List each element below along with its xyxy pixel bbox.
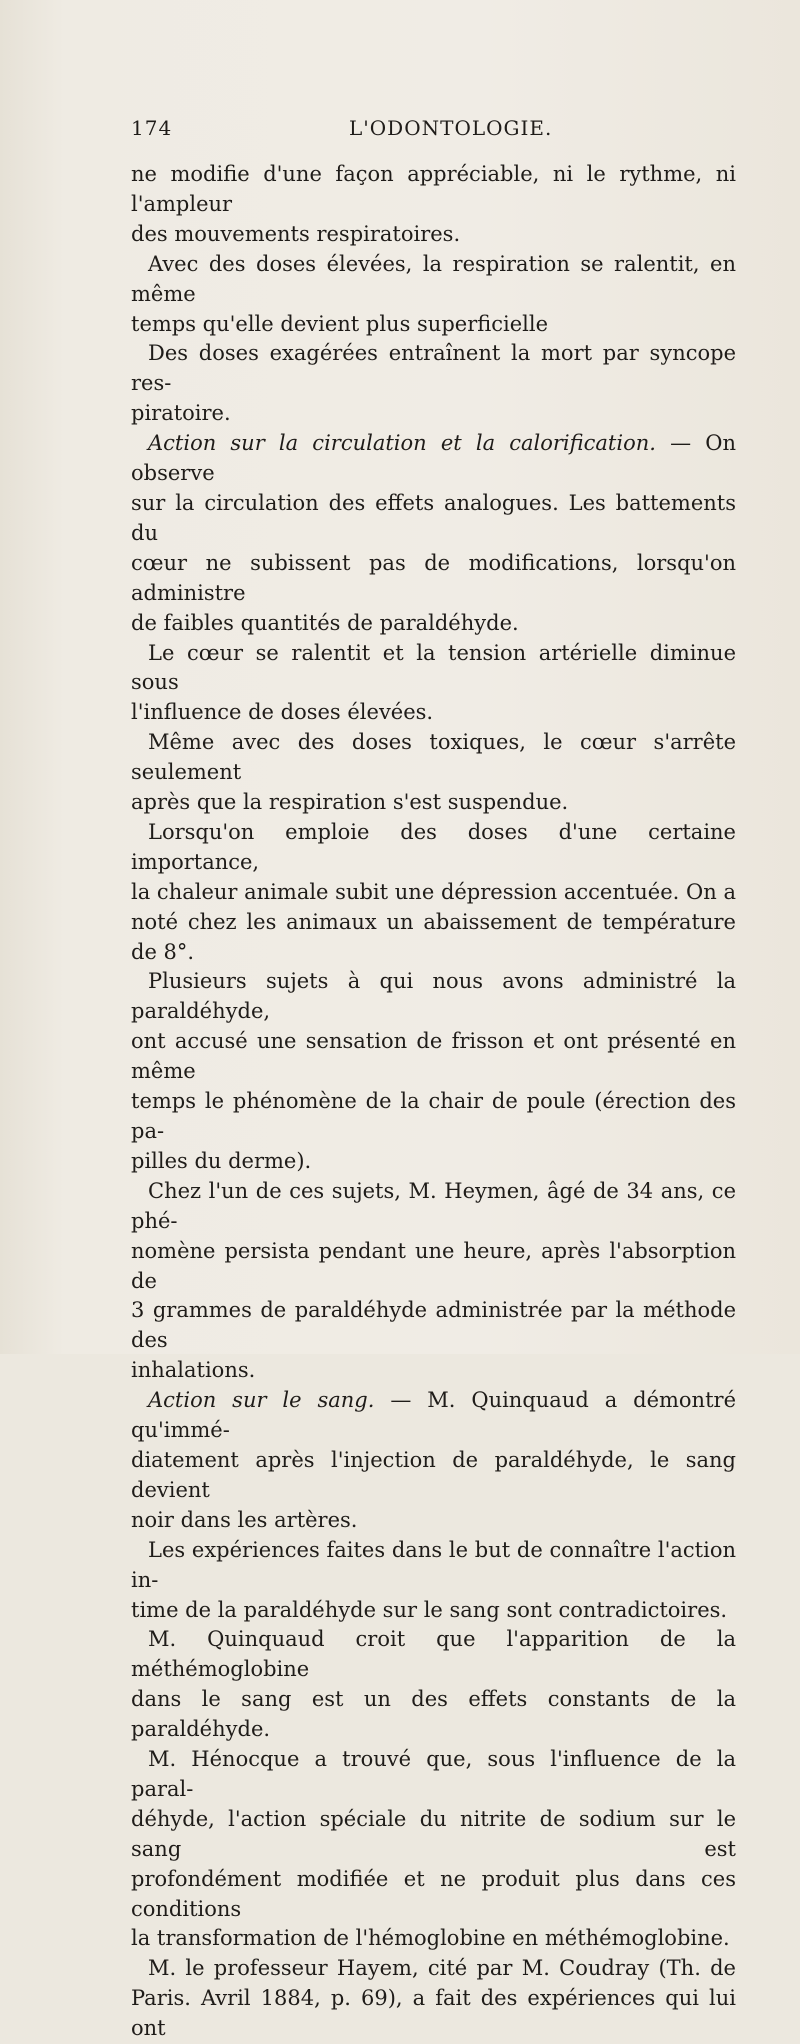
text-line <box>131 1237 736 1297</box>
line-text: 3 grammes de paraldéhyde administrée par la méthode des <box>131 1298 736 1353</box>
text-line <box>131 908 736 968</box>
text-line <box>131 1865 736 1925</box>
text-line <box>131 339 736 399</box>
paragraph <box>131 1745 736 1954</box>
text-line <box>131 1087 736 1147</box>
line-text: sur la circulation des effets analogues. Les battements du <box>131 490 736 545</box>
text-line <box>131 609 736 639</box>
running-title: L'ODONTOLOGIE. <box>349 116 553 140</box>
line-text: temps le phénomène de la chair de poule (érection des pa- <box>131 1089 736 1143</box>
line-text: temps qu'elle devient plus superficielle <box>131 311 549 336</box>
text-line <box>131 1027 736 1087</box>
text-line <box>131 878 736 908</box>
text-line <box>131 1625 736 1685</box>
line-text: — On observe <box>131 431 736 486</box>
line-text: Des doses exagérées entraînent la mort par syncope res- <box>131 341 736 396</box>
paragraph <box>131 429 736 638</box>
line-text: pilles du derme). <box>131 1148 312 1173</box>
line-text: Les expériences faites dans le but de connaître l'action in- <box>131 1537 736 1592</box>
text-line <box>131 1924 736 1954</box>
text-line <box>131 788 736 818</box>
text-line <box>131 1147 736 1177</box>
line-text: la chaleur animale subit une dépression accentuée. On a <box>131 879 736 904</box>
text-line <box>131 1685 736 1745</box>
text-line <box>131 967 736 1027</box>
line-text: cœur ne subissent pas de modifications, lorsqu'on administre <box>131 550 736 605</box>
text-line <box>131 1954 736 1984</box>
paragraph <box>131 818 736 968</box>
line-text: Chez l'un de ces sujets, M. Heymen, âgé de 34 ans, ce phé- <box>131 1178 736 1233</box>
text-line <box>131 250 736 310</box>
paragraph <box>131 1954 736 2044</box>
paragraph <box>131 728 736 818</box>
line-text: ont accusé une sensation de frisson et ont présenté en même <box>131 1029 736 1084</box>
paragraph <box>131 250 736 340</box>
line-text: des mouvements respiratoires. <box>131 221 461 246</box>
line-text: de faibles quantités de paraldéhyde. <box>131 610 519 635</box>
line-text: profondément modifiée et ne produit plus dans ces conditions <box>131 1866 736 1921</box>
text-line <box>131 1386 736 1446</box>
line-text: M. Quinquaud croit que l'apparition de la méthémoglobine <box>131 1627 736 1682</box>
text-line <box>131 818 736 878</box>
text-line <box>131 1506 736 1536</box>
text-line <box>131 160 736 220</box>
text-line <box>131 698 736 728</box>
text-line <box>131 310 736 340</box>
section-lead: Action sur la circulation et la calorification. <box>148 431 656 456</box>
paragraph <box>131 160 736 250</box>
paragraph <box>131 639 736 729</box>
paragraph <box>131 339 736 429</box>
line-text: après que la respiration s'est suspendue. <box>131 790 569 815</box>
text-line <box>131 1536 736 1596</box>
line-text: inhalations. <box>131 1358 256 1383</box>
text-line <box>131 1177 736 1237</box>
paragraph <box>131 1386 736 1536</box>
text-line <box>131 1446 736 1506</box>
line-text: la transformation de l'hémoglobine en méthémoglobine. <box>131 1926 730 1951</box>
paragraph <box>131 1177 736 1386</box>
line-text: Le cœur se ralentit et la tension artérielle diminue sous <box>131 640 736 695</box>
line-text: noté chez les animaux un abaissement de température de 8°. <box>131 909 736 964</box>
paragraph <box>131 1536 736 1626</box>
line-text: time de la paraldéhyde sur le sang sont contradictoires. <box>131 1597 728 1622</box>
line-text: Lorsqu'on emploie des doses d'une certaine importance, <box>131 819 736 874</box>
line-text: diatement après l'injection de paraldéhyde, le sang devient <box>131 1447 736 1502</box>
text-line <box>131 639 736 699</box>
text-line <box>131 1296 736 1356</box>
paragraph <box>131 967 736 1176</box>
line-text: Même avec des doses toxiques, le cœur s'arrête seulement <box>131 730 736 785</box>
paragraph <box>131 1625 736 1745</box>
text-line <box>131 1745 736 1805</box>
text-line <box>131 429 736 489</box>
page-number: 174 <box>131 116 173 140</box>
text-line <box>131 1356 736 1386</box>
line-text: M. le professeur Hayem, cité par M. Coudray (Th. de <box>148 1956 736 1981</box>
running-header <box>131 116 731 146</box>
line-text: l'influence de doses élevées. <box>131 700 434 725</box>
text-line <box>131 489 736 549</box>
text-line <box>131 1984 736 2044</box>
text-line <box>131 399 736 429</box>
line-text: noir dans les artères. <box>131 1507 358 1532</box>
section-lead: Action sur le sang. <box>148 1388 375 1413</box>
line-text: M. Hénocque a trouvé que, sous l'influence de la paral- <box>131 1747 736 1801</box>
text-line <box>131 1596 736 1626</box>
line-text: — M. Quinquaud a démontré qu'immé- <box>131 1388 736 1443</box>
line-text: ne modifie d'une façon appréciable, ni le rythme, ni l'ampleur <box>131 162 736 216</box>
text-line <box>131 220 736 250</box>
line-text: Paris. Avril 1884, p. 69), a fait des expériences qui lui ont <box>131 1986 736 2041</box>
text-line <box>131 728 736 788</box>
line-text: Avec des doses élevées, la respiration se ralentit, en même <box>131 251 736 306</box>
line-text: Plusieurs sujets à qui nous avons administré la paraldéhyde, <box>131 969 736 1024</box>
line-text: piratoire. <box>131 401 231 426</box>
line-text: nomène persista pendant une heure, après l'absorption de <box>131 1238 736 1293</box>
line-text: déhyde, l'action spéciale du nitrite de sodium sur le sang est <box>131 1806 736 1861</box>
text-line <box>131 549 736 609</box>
body-text <box>131 160 736 2044</box>
text-line <box>131 1805 736 1865</box>
line-text: dans le sang est un des effets constants de la paraldéhyde. <box>131 1687 736 1742</box>
